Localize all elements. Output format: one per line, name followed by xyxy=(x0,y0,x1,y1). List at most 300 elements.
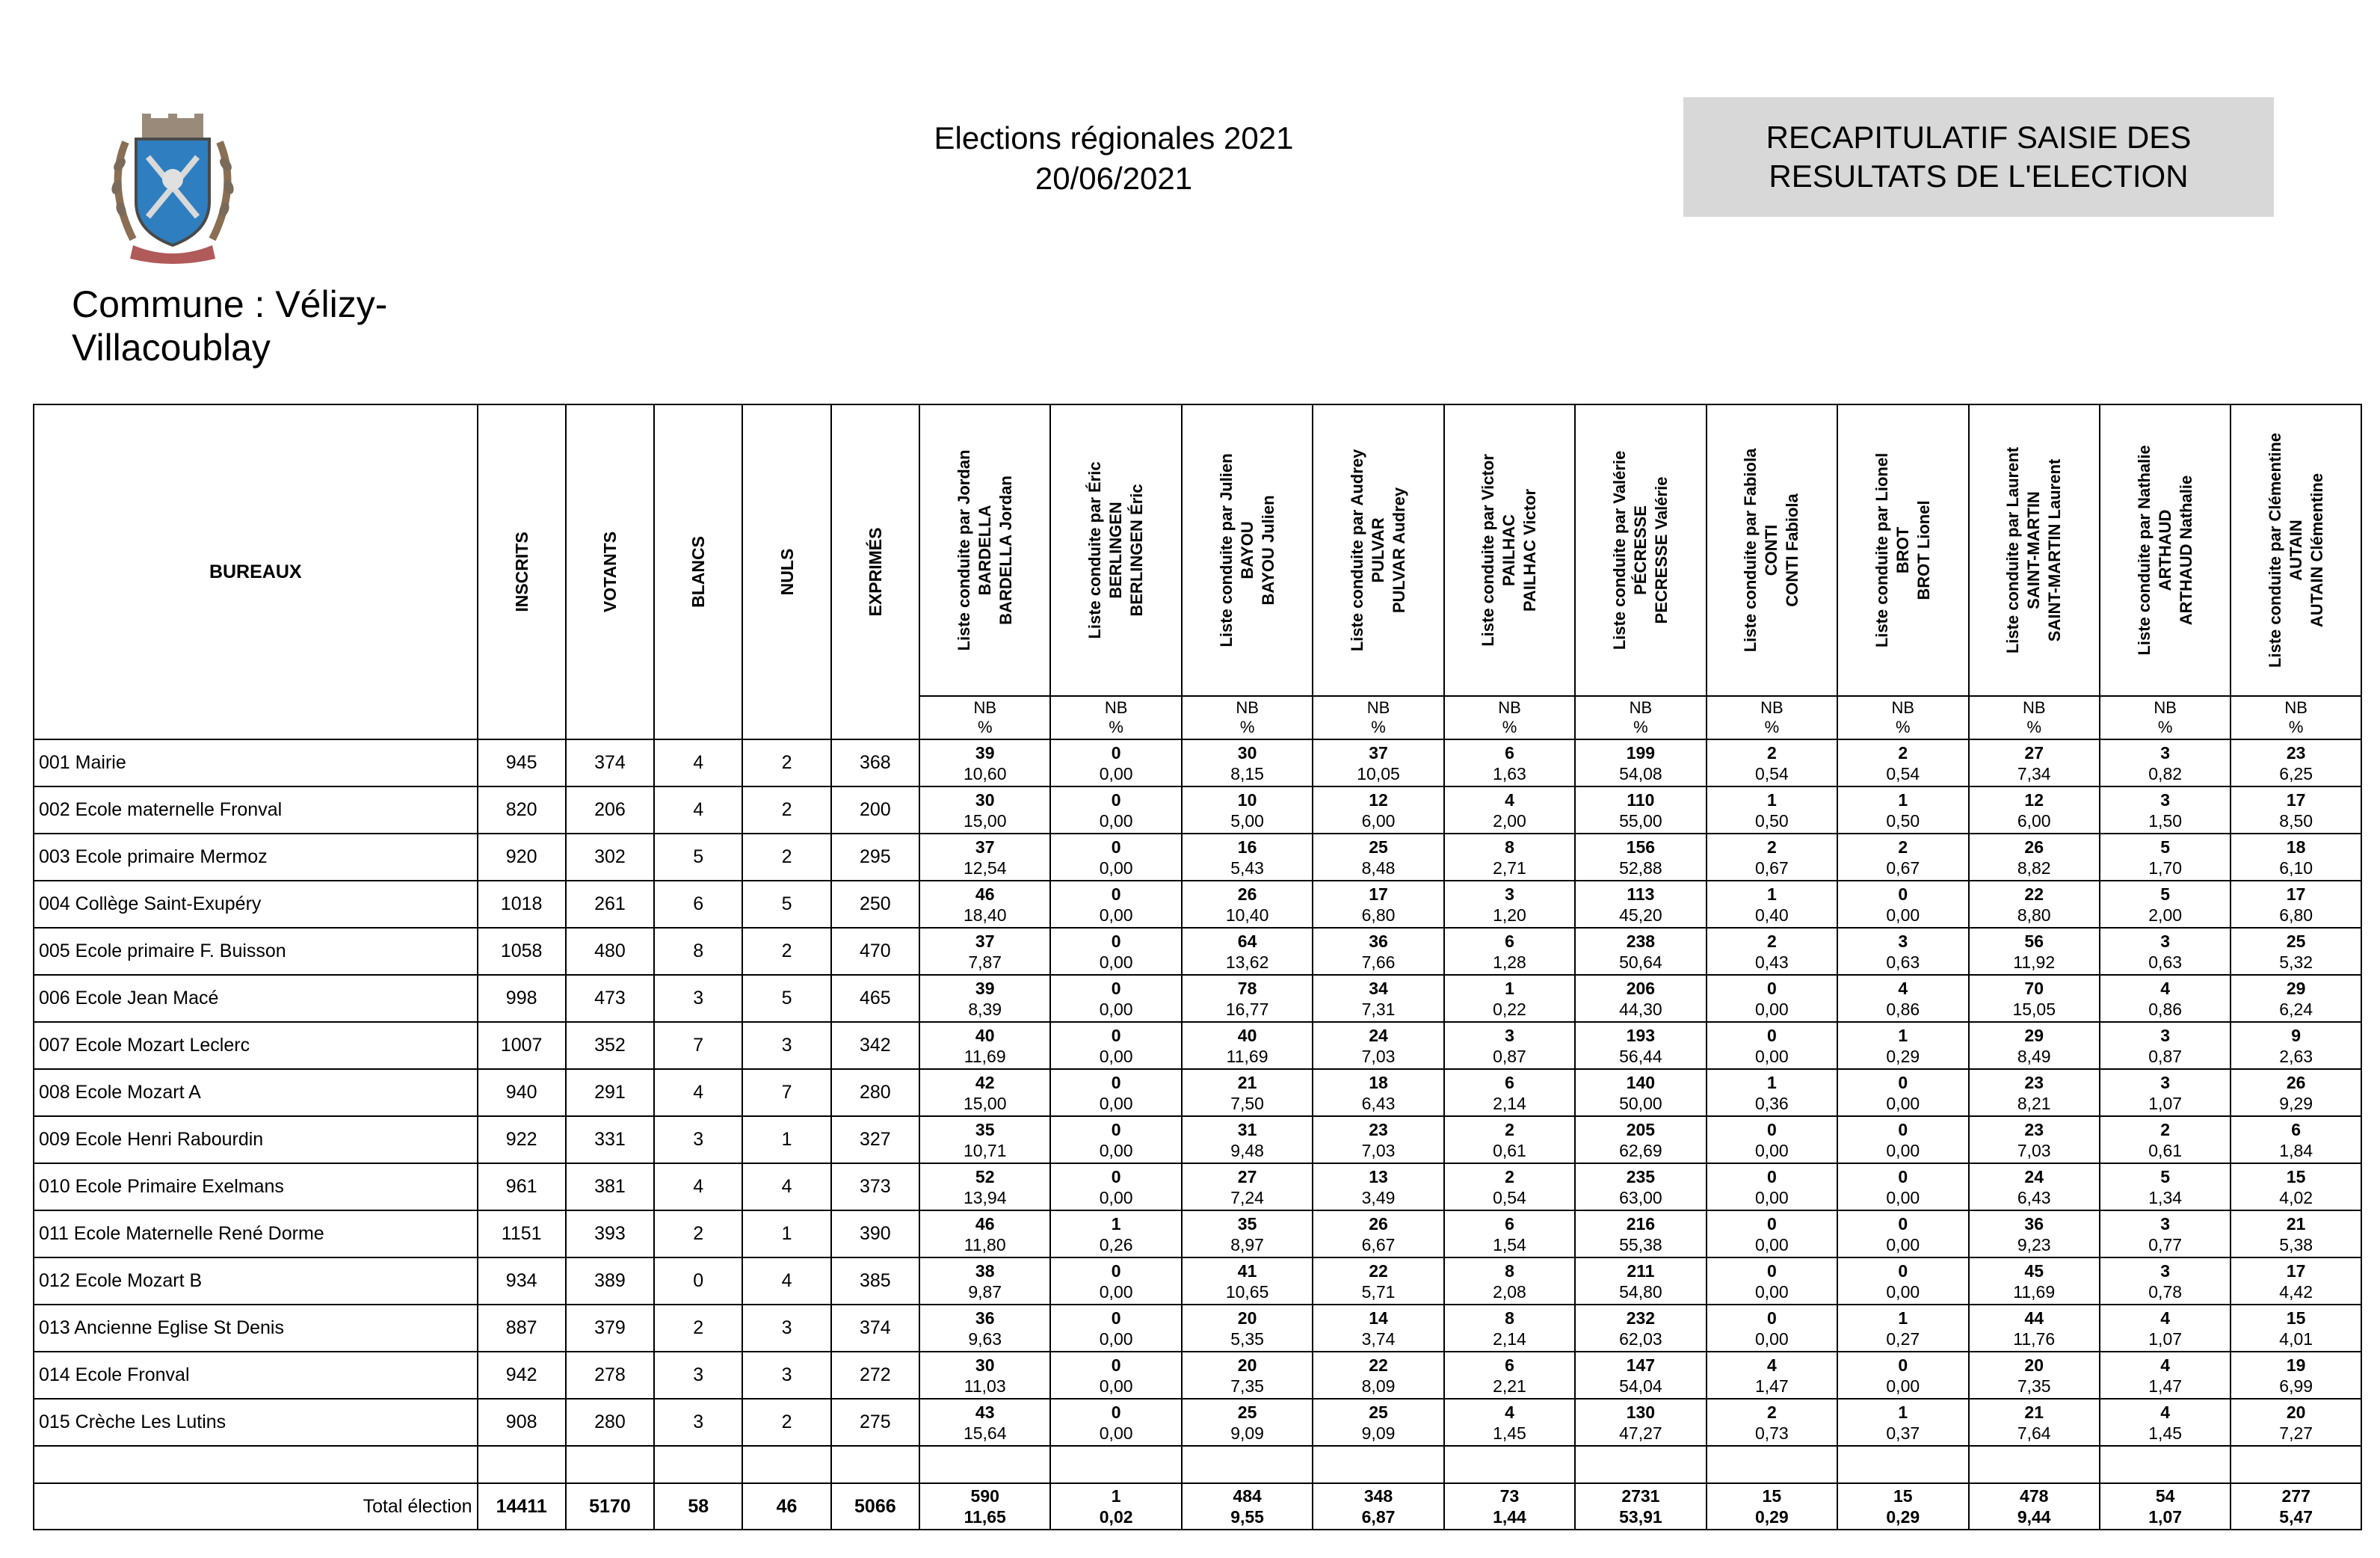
candidate-result-cell xyxy=(1444,1257,1575,1305)
candidate-result-cell xyxy=(919,834,1050,881)
candidate-result-cell xyxy=(1707,1399,1837,1446)
result-percent: 52,88 xyxy=(1619,857,1662,878)
result-count: 44 xyxy=(2024,1308,2044,1328)
bureau-name: 007 Ecole Mozart Leclerc xyxy=(34,1022,478,1069)
result-count: 54 xyxy=(2155,1486,2175,1506)
result-percent: 7,66 xyxy=(1361,952,1396,972)
candidate-result-cell xyxy=(1707,1163,1837,1210)
result-percent: 7,64 xyxy=(2017,1423,2051,1443)
candidate-result-cell xyxy=(919,1069,1050,1116)
result-count: 0 xyxy=(1766,1213,1777,1234)
header-candidate xyxy=(2100,404,2231,696)
bureau-name: 004 Collège Saint-Exupéry xyxy=(34,881,478,928)
candidate-result-cell xyxy=(2231,786,2361,834)
bureau-name: 008 Ecole Mozart A xyxy=(34,1069,478,1116)
candidate-result-cell xyxy=(1575,1163,1706,1210)
result-percent: 63,00 xyxy=(1619,1187,1662,1207)
result-count: 0 xyxy=(1766,1025,1777,1045)
bureau-name: 011 Ecole Maternelle René Dorme xyxy=(34,1210,478,1257)
candidate-line3: PECRESSE Valérie xyxy=(1651,476,1671,624)
nb-pct-header: NB % xyxy=(1444,696,1575,739)
result-count: 12 xyxy=(1369,789,1388,810)
candidate-result-cell xyxy=(2231,1210,2361,1257)
candidate-line2: PULVAR xyxy=(1369,517,1388,583)
exprimes-value: 465 xyxy=(831,975,919,1022)
exprimes-value: 470 xyxy=(831,928,919,975)
candidate-result-cell xyxy=(2231,739,2361,786)
result-count: 31 xyxy=(1237,1119,1257,1139)
result-percent: 10,60 xyxy=(963,763,1007,783)
result-count: 34 xyxy=(1369,978,1388,998)
blank-cell xyxy=(1969,1446,2100,1483)
header-candidate xyxy=(1050,404,1181,696)
nuls-value: 1 xyxy=(742,1116,830,1163)
blancs-value: 4 xyxy=(654,739,742,786)
result-count: 41 xyxy=(1237,1260,1257,1281)
exprimes-value: 200 xyxy=(831,786,919,834)
result-count: 2 xyxy=(1898,742,1908,763)
candidate-result-cell xyxy=(1444,1163,1575,1210)
result-count: 10 xyxy=(1237,789,1257,810)
candidate-result-cell xyxy=(1575,975,1706,1022)
candidate-result-cell xyxy=(1837,1483,1968,1530)
bureau-name: 002 Ecole maternelle Fronval xyxy=(34,786,478,834)
nuls-value: 4 xyxy=(742,1163,830,1210)
candidate-line1: Liste conduite par Clémentine xyxy=(2265,432,2284,668)
result-percent: 7,27 xyxy=(2279,1423,2313,1443)
result-count: 26 xyxy=(1369,1213,1388,1234)
total-blancs: 58 xyxy=(654,1483,742,1530)
result-percent: 0,00 xyxy=(1754,1140,1789,1160)
blank-cell xyxy=(1837,1446,1968,1483)
inscrits-value: 920 xyxy=(478,834,566,881)
result-count: 8 xyxy=(1505,1308,1514,1328)
result-count: 206 xyxy=(1626,978,1656,998)
result-count: 0 xyxy=(1111,742,1121,763)
candidate-result-cell xyxy=(919,739,1050,786)
result-percent: 0,00 xyxy=(1099,1093,1133,1113)
candidate-result-cell xyxy=(1707,1257,1837,1305)
result-percent: 0,00 xyxy=(1754,1328,1789,1349)
nuls-value: 2 xyxy=(742,928,830,975)
result-count: 0 xyxy=(1766,1166,1777,1186)
candidate-result-cell xyxy=(2100,1069,2231,1116)
result-percent: 4,42 xyxy=(2279,1281,2313,1302)
header-blancs-label: BLANCS xyxy=(688,536,709,608)
result-percent: 11,92 xyxy=(2013,952,2056,972)
table-row xyxy=(34,786,2361,834)
result-percent: 11,80 xyxy=(964,1234,1006,1254)
result-count: 4 xyxy=(2160,978,2171,998)
candidate-result-cell xyxy=(1575,1257,1706,1305)
result-count: 15 xyxy=(2286,1308,2306,1328)
result-percent: 11,03 xyxy=(964,1376,1006,1396)
candidate-result-cell xyxy=(1313,975,1443,1022)
result-count: 1 xyxy=(1898,1025,1908,1045)
header-votants xyxy=(566,404,654,739)
result-percent: 1,84 xyxy=(2279,1140,2313,1160)
result-count: 0 xyxy=(1111,1402,1121,1422)
result-count: 0 xyxy=(1111,789,1121,810)
result-percent: 0,00 xyxy=(1099,1140,1133,1160)
result-count: 0 xyxy=(1898,1355,1908,1375)
result-count: 16 xyxy=(1237,837,1257,857)
result-percent: 2,14 xyxy=(1493,1328,1526,1349)
result-percent: 7,03 xyxy=(1361,1046,1396,1066)
blancs-value: 3 xyxy=(654,975,742,1022)
result-percent: 9,87 xyxy=(968,1281,1002,1302)
result-percent: 0,00 xyxy=(1754,999,1789,1019)
inscrits-value: 908 xyxy=(478,1399,566,1446)
candidate-result-cell xyxy=(1444,975,1575,1022)
result-percent: 8,15 xyxy=(1230,763,1264,783)
candidate-result-cell xyxy=(1182,1210,1313,1257)
result-percent: 8,80 xyxy=(2017,905,2051,925)
total-inscrits: 14411 xyxy=(478,1483,566,1530)
candidate-result-cell xyxy=(919,1352,1050,1399)
candidate-result-cell xyxy=(2231,1022,2361,1069)
candidate-result-cell xyxy=(2231,1069,2361,1116)
result-count: 1 xyxy=(1898,1402,1908,1422)
nuls-value: 2 xyxy=(742,739,830,786)
result-percent: 11,69 xyxy=(1226,1046,1268,1066)
candidate-result-cell xyxy=(1313,1163,1443,1210)
result-count: 3 xyxy=(2160,1260,2171,1281)
result-percent: 1,28 xyxy=(1493,952,1526,972)
result-percent: 18,40 xyxy=(963,905,1007,925)
result-percent: 7,35 xyxy=(2017,1376,2051,1396)
candidate-result-cell xyxy=(1444,1069,1575,1116)
exprimes-value: 385 xyxy=(831,1257,919,1305)
candidate-result-cell xyxy=(1444,881,1575,928)
candidate-result-cell xyxy=(1707,1210,1837,1257)
result-percent: 4,02 xyxy=(2279,1187,2313,1207)
result-percent: 54,04 xyxy=(1619,1376,1662,1396)
header-candidate xyxy=(2231,404,2361,696)
candidate-result-cell xyxy=(1969,1210,2100,1257)
result-count: 15 xyxy=(1762,1486,1782,1506)
result-percent: 0,00 xyxy=(1099,1281,1133,1302)
result-count: 21 xyxy=(2024,1402,2044,1422)
result-count: 0 xyxy=(1898,1213,1908,1234)
candidate-result-cell xyxy=(1837,739,1968,786)
candidate-result-cell xyxy=(1313,881,1443,928)
blancs-value: 4 xyxy=(654,1163,742,1210)
header-inscrits-label: INSCRITS xyxy=(511,532,531,612)
candidate-result-cell xyxy=(2100,834,2231,881)
result-percent: 11,69 xyxy=(964,1046,1006,1066)
result-count: 199 xyxy=(1626,742,1656,763)
candidate-result-cell xyxy=(1575,881,1706,928)
result-percent: 6,80 xyxy=(2279,905,2313,925)
result-count: 5 xyxy=(2160,1166,2171,1186)
result-count: 18 xyxy=(1369,1072,1388,1092)
result-percent: 0,43 xyxy=(1754,952,1789,972)
exprimes-value: 272 xyxy=(831,1352,919,1399)
result-percent: 54,80 xyxy=(1619,1281,1662,1302)
candidate-result-cell xyxy=(1837,834,1968,881)
candidate-result-cell xyxy=(1050,786,1181,834)
candidate-result-cell xyxy=(1050,1352,1181,1399)
nuls-value: 2 xyxy=(742,786,830,834)
result-count: 2 xyxy=(1766,837,1777,857)
election-title-block xyxy=(890,118,1338,199)
blank-cell xyxy=(831,1446,919,1483)
votants-value: 379 xyxy=(566,1305,654,1352)
result-count: 23 xyxy=(2024,1072,2044,1092)
result-count: 17 xyxy=(2286,1260,2306,1281)
result-count: 52 xyxy=(975,1166,995,1186)
result-count: 4 xyxy=(2160,1402,2171,1422)
header-blancs xyxy=(654,404,742,739)
result-percent: 1,07 xyxy=(2148,1507,2183,1527)
candidate-line2: BROT xyxy=(1893,526,1912,574)
result-percent: 0,00 xyxy=(1886,1093,1920,1113)
candidate-result-cell xyxy=(1969,928,2100,975)
result-count: 25 xyxy=(1369,837,1388,857)
candidate-result-cell xyxy=(1444,786,1575,834)
result-percent: 6,43 xyxy=(1361,1093,1396,1113)
result-percent: 2,00 xyxy=(2148,905,2183,925)
candidate-result-cell xyxy=(2231,1116,2361,1163)
blank-cell xyxy=(34,1446,478,1483)
bureau-name: 014 Ecole Fronval xyxy=(34,1352,478,1399)
candidate-result-cell xyxy=(2100,1352,2231,1399)
result-count: 232 xyxy=(1626,1308,1656,1328)
result-percent: 1,20 xyxy=(1493,905,1526,925)
result-count: 27 xyxy=(1237,1166,1257,1186)
result-percent: 0,27 xyxy=(1886,1328,1920,1349)
result-percent: 0,63 xyxy=(2148,952,2183,972)
bureau-name: 010 Ecole Primaire Exelmans xyxy=(34,1163,478,1210)
header-candidate xyxy=(1444,404,1575,696)
result-percent: 0,00 xyxy=(1099,810,1133,831)
result-count: 22 xyxy=(1369,1355,1388,1375)
candidate-result-cell xyxy=(1837,975,1968,1022)
result-percent: 15,00 xyxy=(963,810,1007,831)
result-count: 19 xyxy=(2286,1355,2306,1375)
inscrits-value: 887 xyxy=(478,1305,566,1352)
votants-value: 291 xyxy=(566,1069,654,1116)
result-percent: 0,00 xyxy=(1754,1046,1789,1066)
candidate-result-cell xyxy=(2100,739,2231,786)
result-percent: 8,50 xyxy=(2279,810,2313,831)
result-count: 2 xyxy=(1898,837,1908,857)
result-count: 147 xyxy=(1626,1355,1656,1375)
result-count: 38 xyxy=(975,1260,995,1281)
candidate-result-cell xyxy=(1182,928,1313,975)
result-percent: 5,35 xyxy=(1230,1328,1264,1349)
result-percent: 0,54 xyxy=(1754,763,1789,783)
candidate-line2: BARDELLA xyxy=(975,505,994,596)
table-row xyxy=(34,1116,2361,1163)
result-percent: 0,61 xyxy=(1493,1140,1526,1160)
candidate-result-cell xyxy=(1837,1399,1968,1446)
votants-value: 352 xyxy=(566,1022,654,1069)
candidate-line2: BERLINGEN xyxy=(1106,502,1126,599)
result-count: 6 xyxy=(1505,1072,1514,1092)
result-count: 43 xyxy=(975,1402,995,1422)
candidate-result-cell xyxy=(1444,739,1575,786)
blank-cell xyxy=(1182,1446,1313,1483)
blancs-value: 8 xyxy=(654,928,742,975)
result-count: 39 xyxy=(975,742,995,763)
candidate-result-cell xyxy=(2231,1399,2361,1446)
candidate-result-cell xyxy=(1050,1399,1181,1446)
blank-cell xyxy=(919,1446,1050,1483)
result-percent: 1,34 xyxy=(2148,1187,2183,1207)
result-count: 6 xyxy=(1505,1213,1514,1234)
candidate-result-cell xyxy=(1575,1305,1706,1352)
candidate-line2: BAYOU xyxy=(1237,521,1257,579)
nb-pct-header: NB % xyxy=(1182,696,1313,739)
candidate-result-cell xyxy=(1050,928,1181,975)
candidate-result-cell xyxy=(1969,834,2100,881)
table-row xyxy=(34,1163,2361,1210)
candidate-result-cell xyxy=(1575,1069,1706,1116)
result-count: 30 xyxy=(975,1355,995,1375)
candidate-result-cell xyxy=(1313,739,1443,786)
result-count: 17 xyxy=(2286,789,2306,810)
result-percent: 2,63 xyxy=(2279,1046,2313,1066)
result-count: 36 xyxy=(975,1308,995,1328)
bureau-name: 005 Ecole primaire F. Buisson xyxy=(34,928,478,975)
candidate-result-cell xyxy=(919,1210,1050,1257)
result-count: 30 xyxy=(1237,742,1257,763)
candidate-result-cell xyxy=(2100,975,2231,1022)
result-percent: 0,00 xyxy=(1886,1234,1920,1254)
result-percent: 45,20 xyxy=(1619,905,1662,925)
result-count: 216 xyxy=(1626,1213,1656,1234)
candidate-result-cell xyxy=(1969,1116,2100,1163)
header-inscrits xyxy=(478,404,566,739)
result-percent: 6,25 xyxy=(2279,763,2313,783)
candidate-result-cell xyxy=(1182,786,1313,834)
exprimes-value: 390 xyxy=(831,1210,919,1257)
candidate-line2: PAILHAC xyxy=(1499,514,1519,587)
result-count: 40 xyxy=(975,1025,995,1045)
table-row xyxy=(34,1022,2361,1069)
result-count: 0 xyxy=(1111,884,1121,904)
result-count: 12 xyxy=(2024,789,2044,810)
candidate-result-cell xyxy=(1050,1163,1181,1210)
total-row xyxy=(34,1483,2361,1530)
result-count: 113 xyxy=(1627,884,1655,904)
result-count: 0 xyxy=(1898,884,1908,904)
candidate-result-cell xyxy=(1182,1257,1313,1305)
result-count: 3 xyxy=(1505,1025,1514,1045)
result-percent: 6,99 xyxy=(2279,1376,2313,1396)
inscrits-value: 940 xyxy=(478,1069,566,1116)
result-count: 1 xyxy=(1766,1072,1777,1092)
candidate-result-cell xyxy=(1837,1163,1968,1210)
result-percent: 11,69 xyxy=(2013,1281,2056,1302)
result-percent: 1,50 xyxy=(2148,810,2183,831)
total-votants: 5170 xyxy=(566,1483,654,1530)
candidate-result-cell xyxy=(1313,834,1443,881)
result-percent: 4,01 xyxy=(2279,1328,2313,1349)
result-count: 42 xyxy=(975,1072,995,1092)
candidate-result-cell xyxy=(1050,975,1181,1022)
result-count: 6 xyxy=(1505,742,1514,763)
candidate-result-cell xyxy=(1444,1116,1575,1163)
blancs-value: 3 xyxy=(654,1399,742,1446)
candidate-line1: Liste conduite par Fabiola xyxy=(1741,448,1760,653)
result-percent: 0,00 xyxy=(1099,1046,1133,1066)
candidate-line3: BARDELLA Jordan xyxy=(996,475,1015,625)
candidate-result-cell xyxy=(1182,1352,1313,1399)
candidate-result-cell xyxy=(1707,928,1837,975)
exprimes-value: 250 xyxy=(831,881,919,928)
candidate-line3: SAINT-MARTIN Laurent xyxy=(2045,458,2065,642)
result-count: 8 xyxy=(1505,837,1514,857)
result-count: 18 xyxy=(2286,837,2306,857)
result-percent: 11,76 xyxy=(2013,1328,2056,1349)
result-percent: 0,54 xyxy=(1886,763,1920,783)
candidate-result-cell xyxy=(1969,786,2100,834)
candidate-result-cell xyxy=(1969,1022,2100,1069)
bureau-name: 013 Ancienne Eglise St Denis xyxy=(34,1305,478,1352)
table-row xyxy=(34,881,2361,928)
candidate-line3: PAILHAC Victor xyxy=(1520,488,1540,612)
blancs-value: 2 xyxy=(654,1305,742,1352)
candidate-line1: Liste conduite par Éric xyxy=(1085,461,1105,639)
result-percent: 0,86 xyxy=(1886,999,1920,1019)
header-bureaux: BUREAUX xyxy=(34,404,478,739)
result-percent: 62,69 xyxy=(1619,1140,1662,1160)
candidate-result-cell xyxy=(2231,1257,2361,1305)
result-percent: 5,47 xyxy=(2279,1507,2313,1527)
result-count: 0 xyxy=(1111,1119,1121,1139)
candidate-line3: BERLINGEN Éric xyxy=(1127,484,1147,617)
candidate-result-cell xyxy=(2231,1305,2361,1352)
result-percent: 6,00 xyxy=(1361,810,1396,831)
candidate-result-cell xyxy=(1575,928,1706,975)
candidate-result-cell xyxy=(1050,834,1181,881)
candidate-result-cell xyxy=(1050,881,1181,928)
candidate-result-cell xyxy=(2100,1022,2231,1069)
result-percent: 10,71 xyxy=(963,1140,1007,1160)
result-count: 27 xyxy=(2024,742,2044,763)
votants-value: 278 xyxy=(566,1352,654,1399)
result-count: 1 xyxy=(1766,789,1777,810)
votants-value: 261 xyxy=(566,881,654,928)
blancs-value: 4 xyxy=(654,1069,742,1116)
result-count: 3 xyxy=(2160,742,2171,763)
candidate-result-cell xyxy=(1444,1305,1575,1352)
inscrits-value: 934 xyxy=(478,1257,566,1305)
result-percent: 7,87 xyxy=(968,952,1002,972)
candidate-result-cell xyxy=(2231,1163,2361,1210)
candidate-result-cell xyxy=(1050,1257,1181,1305)
result-percent: 13,94 xyxy=(963,1187,1007,1207)
bureau-name: 012 Ecole Mozart B xyxy=(34,1257,478,1305)
nb-pct-header: NB % xyxy=(1575,696,1706,739)
votants-value: 374 xyxy=(566,739,654,786)
result-count: 0 xyxy=(1111,1025,1121,1045)
result-percent: 9,63 xyxy=(968,1328,1002,1349)
result-count: 156 xyxy=(1626,837,1656,857)
inscrits-value: 1007 xyxy=(478,1022,566,1069)
result-count: 20 xyxy=(2024,1355,2044,1375)
header-candidate xyxy=(1837,404,1968,696)
result-count: 56 xyxy=(2024,931,2044,951)
candidate-result-cell xyxy=(1575,1483,1706,1530)
candidate-result-cell xyxy=(1969,1069,2100,1116)
result-percent: 55,38 xyxy=(1619,1234,1662,1254)
total-exprimes: 5066 xyxy=(831,1483,919,1530)
exprimes-value: 373 xyxy=(831,1163,919,1210)
